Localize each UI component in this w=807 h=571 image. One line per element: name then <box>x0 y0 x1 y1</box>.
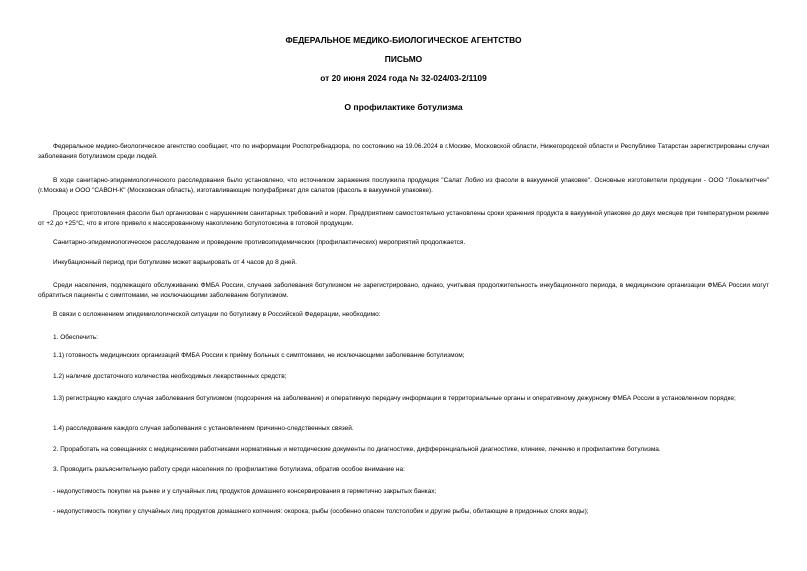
document-number: от 20 июня 2024 года № 32-024/03-2/1109 <box>320 73 487 83</box>
document-subject: О профилактике ботулизма <box>344 102 463 112</box>
paragraph-fmba-status: Среди населения, подлежащего обслуживанию ФМБА России, случаев заболевания ботулизмом не зарегистрировано, однако, учитывая продолжительность инкубационного периода, в медицинские организации ФМБА России могут обратиться пациенты с симптомами, не исключающими заболевание ботулизмом. <box>38 282 769 299</box>
list-item-2: 2. Проработать на совещаниях с медицинскими работниками нормативные и методические документы по диагностике, дифференциальной диагностике, клинике, лечению и профилактике ботулизма. <box>53 446 661 453</box>
paragraph-necessary: В связи с осложнением эпидемиологической ситуации по ботулизму в Российской Федерации, необходимо: <box>53 311 381 318</box>
list-item-1-3: 1.3) регистрацию каждого случая заболевания ботулизмом (подозрения на заболевание) и оперативную передачу информации в территориальные органы и оперативному дежурному ФМБА России в установленном порядке; <box>53 395 736 402</box>
paragraph-incubation: Инкубационный период при ботулизме может варьировать от 4 часов до 8 дней. <box>53 259 297 266</box>
list-item-1-4: 1.4) расследование каждого случая заболевания с установлением причинно-следственных связей. <box>53 425 354 432</box>
paragraph-ongoing: Санитарно-эпидемиологическое расследование и проведение противоэпидемических (профилактических) мероприятий продолжается. <box>53 239 466 246</box>
paragraph-intro: Федеральное медико-биологическое агентство сообщает, что по информации Роспотребнадзора, по состоянию на 19.06.2024 в г.Москве, Московской области, Нижегородской области и Республике Татарстан зарегистрированы случаи заболевания ботулизмом среди людей. <box>38 143 769 160</box>
paragraph-investigation: В ходе санитарно-эпидемиологического расследования было установлено, что источником заражения послужила продукция "Салат Лобио из фасоли в вакуумной упаковке". Основные изготовители продукции - ООО "Локалкитчен" (г.Москва) и ООО "САВОН-К" (Московская область), изготавливающие полуфабрикат для салатов (фасоль в вакуумной упаковке). <box>38 177 769 194</box>
paragraph-process: Процесс приготовления фасоли был организован с нарушением санитарных требований и норм. Предприятием самостоятельно установлены сроки хранения продукта в вакуумной упаковке до двух месяцев при температурном режиме от +2 до +25°С, что в итоге привело к массированному накоплению ботулотоксина в готовой продукции. <box>38 210 769 227</box>
list-item-1: 1. Обеспечить: <box>53 334 98 341</box>
list-item-1-2: 1.2) наличие достаточного количества необходимых лекарственных средств; <box>53 373 287 380</box>
agency-heading: ФЕДЕРАЛЬНОЕ МЕДИКО-БИОЛОГИЧЕСКОЕ АГЕНТСТВО <box>285 35 522 45</box>
list-item-1-1: 1.1) готовность медицинских организаций ФМБА России к приёму больных с симптомами, не исключающими заболевание ботулизмом; <box>53 352 465 359</box>
bullet-item-2: - недопустимость покупки у случайных лиц продуктов домашнего копчения: окорока, рыбы (особенно опасен толстолобик и другие рыбы, обитающие в придонных слоях воды); <box>53 508 589 515</box>
bullet-item-1: - недопустимость покупки на рынке и у случайных лиц продуктов домашнего консервирования в герметично закрытых банках; <box>53 488 437 495</box>
document-type: ПИСЬМО <box>384 54 423 64</box>
list-item-3: 3. Проводить разъяснительную работу среди населения по профилактике ботулизма, обратив особое внимание на: <box>53 466 405 473</box>
